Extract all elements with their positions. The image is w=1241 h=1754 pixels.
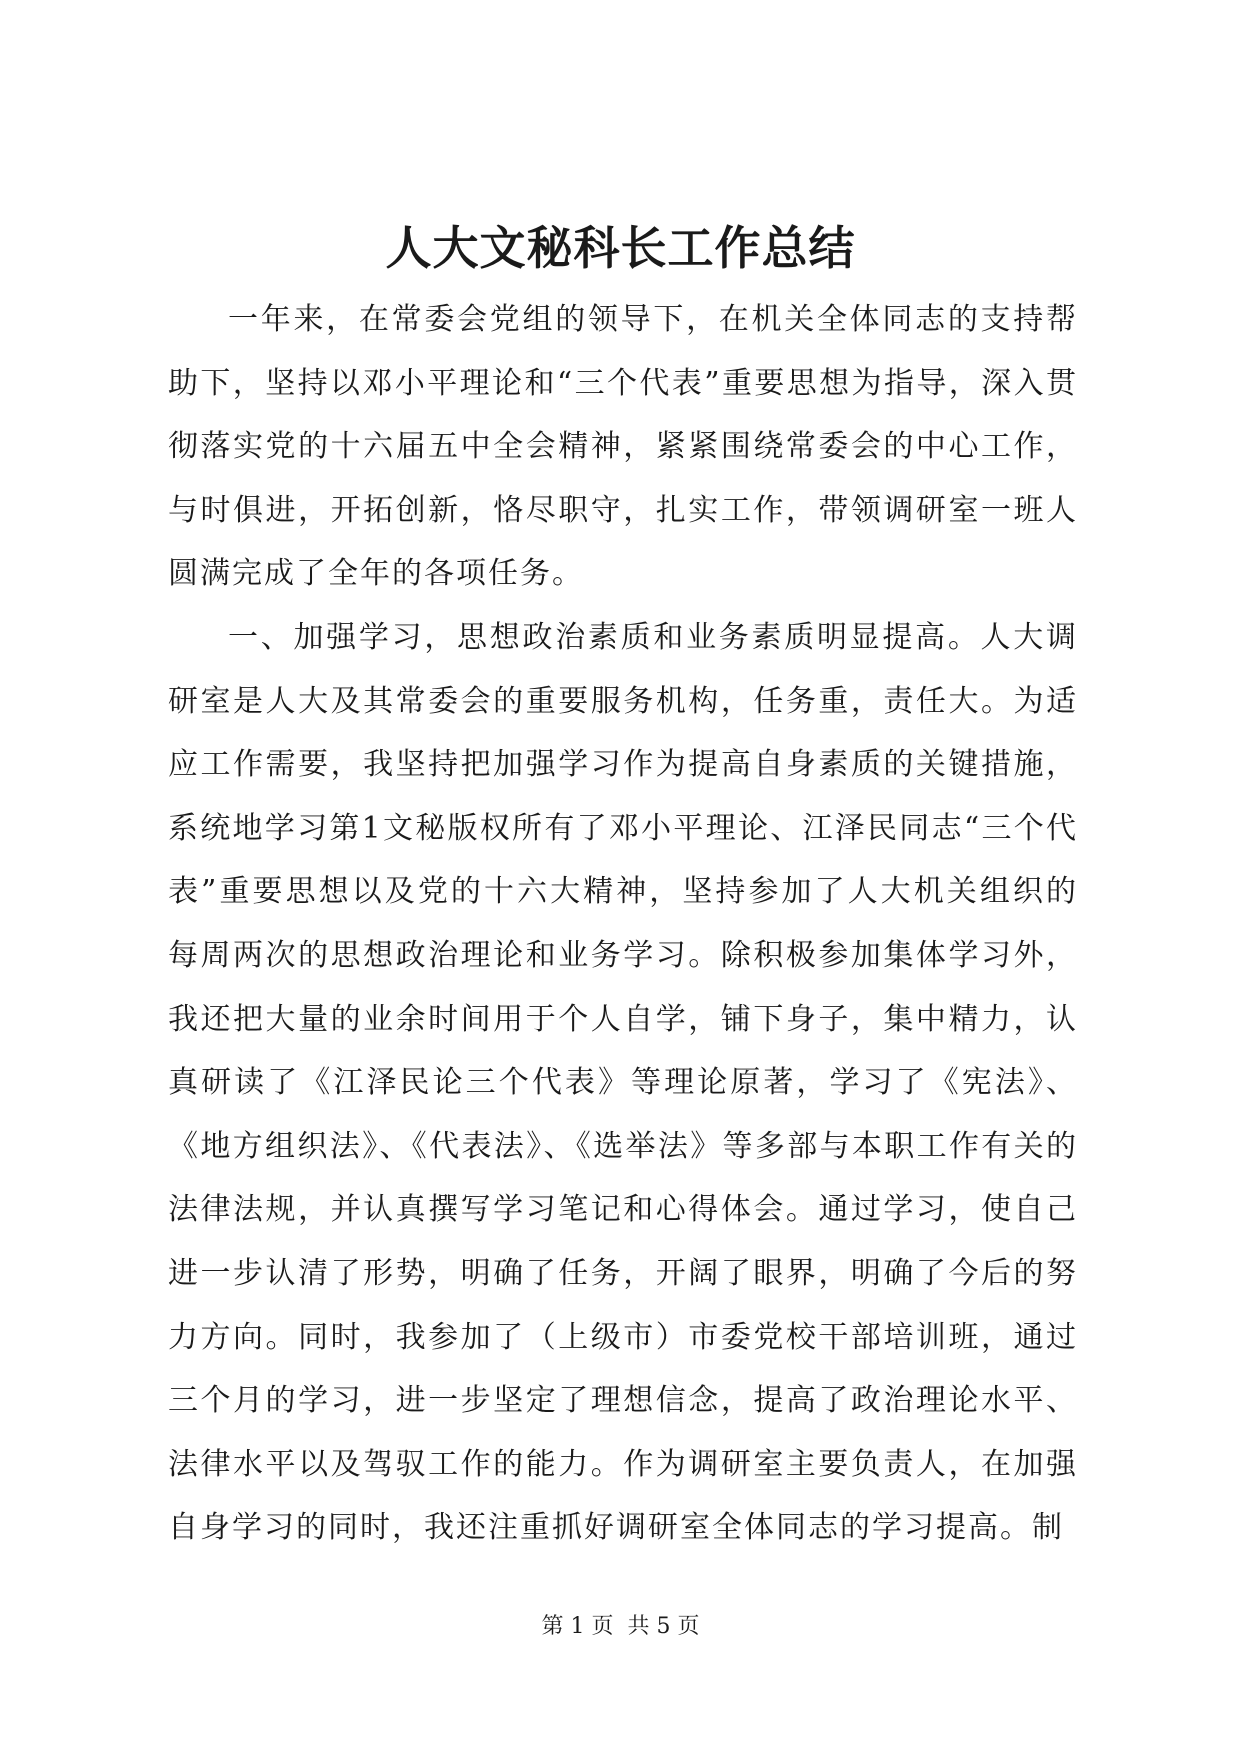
page-footer — [0, 1612, 1241, 1642]
paragraph-intro: 一年来，在常委会党组的领导下，在机关全体同志的支持帮助下，坚持以邓小平理论和“三个代表”重要思想为指导，深入贯彻落实党的十六届五中全会精神，紧紧围绕常委会的中心工作，与时俱进，开拓创新，恪尽职守，扎实工作，带领调研室一班人圆满完成了全年的各项任务。 — [168, 302, 1078, 592]
paragraph-section-one: 一、加强学习，思想政治素质和业务素质明显提高。人大调研室是人大及其常委会的重要服务机构，任务重，责任大。为适应工作需要，我坚持把加强学习作为提高自身素质的关键措施，系统地学习第1文秘版权所有了邓小平理论、江泽民同志“三个代表”重要思想以及党的十六大精神，坚持参加了人大机关组织的每周两次的思想政治理论和业务学习。除积极参加集体学习外，我还把大量的业余时间用于个人自学，铺下身子，集中精力，认真研读了《江泽民论三个代表》等理论原著，学习了《宪法》、《地方组织法》、《代表法》、《选举法》等多部与本职工作有关的法律法规，并认真撰写学习笔记和心得体会。通过学习，使自己进一步认清了形势，明确了任务，开阔了眼界，明确了今后的努力方向。同时，我参加了（上级市）市委党校干部培训班，通过三个月的学习，进一步坚定了理想信念，提高了政治理论水平、法律水平以及驾驭工作的能力。作为调研室主要负责人，在加强自身学习的同时，我还注重抓好调研室全体同志的学习提高。制 — [168, 619, 1078, 1546]
document-title: 人大文秘科长工作总结 — [385, 221, 856, 275]
page-number-label: 第 1 页 共 5 页 — [541, 1614, 700, 1639]
document-body — [168, 288, 1078, 1560]
